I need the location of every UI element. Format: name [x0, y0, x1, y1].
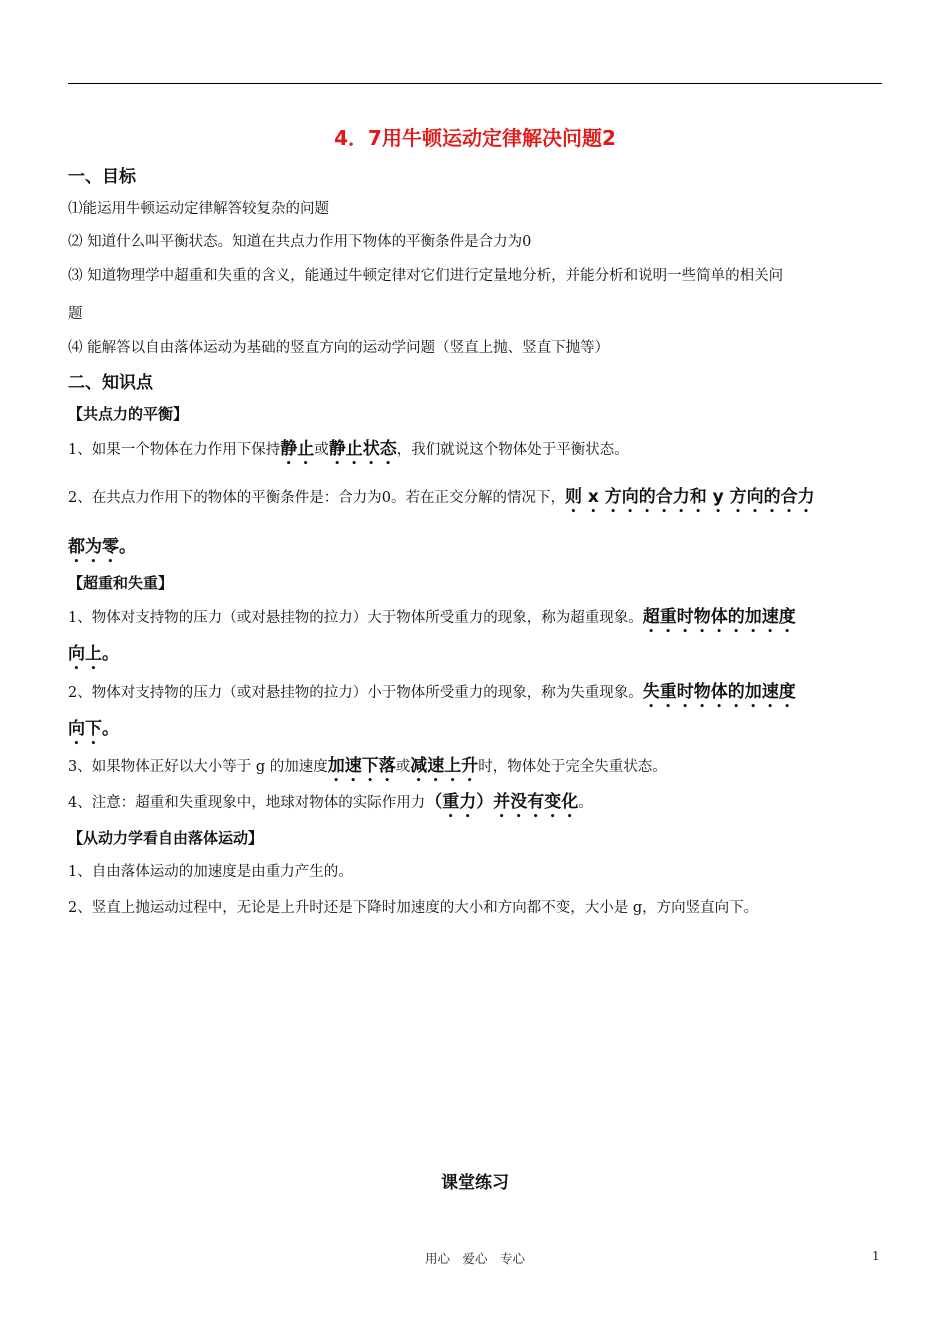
subsection-overweight: 【超重和失重】 — [68, 574, 174, 592]
section-goals-heading: 一、目标 — [68, 167, 136, 187]
paragraph-overweight-4: 4、注意：超重和失重现象中，地球对物体的实际作用力（重力）并没有变化。 — [68, 792, 593, 812]
goal-3: ⑶ 知道物理学中超重和失重的含义，能通过牛顿定律对它们进行定量地分析，并能分析和说明一些简单的相关问 — [68, 268, 784, 284]
section-knowledge-heading: 二、知识点 — [68, 373, 153, 393]
paragraph-free-fall-1: 1、自由落体运动的加速度是由重力产生的。 — [68, 864, 353, 880]
goal-1: ⑴能运用牛顿运动定律解答较复杂的问题 — [68, 201, 329, 217]
page-number: 1 — [872, 1249, 880, 1263]
paragraph-free-fall-2: 2、竖直上抛运动过程中，无论是上升时还是下降时加速度的大小和方向都不变，大小是 g，方向竖直向下。 — [68, 900, 759, 916]
paragraph-equilibrium-1: 1、如果一个物体在力作用下保持静止或静止状态，我们就说这个物体处于平衡状态。 — [68, 439, 629, 459]
paragraph-overweight-2: 2、物体对支持物的压力（或对悬挂物的拉力）小于物体所受重力的现象，称为失重现象。失重时物体的加速度 — [68, 682, 796, 702]
goal-3-continued: 题 — [68, 306, 83, 322]
header-rule — [68, 83, 882, 84]
goal-2: ⑵ 知道什么叫平衡状态。知道在共点力作用下物体的平衡条件是合力为0 — [68, 234, 532, 250]
paragraph-equilibrium-2-continued: 都为零。 — [68, 537, 136, 557]
subsection-equilibrium: 【共点力的平衡】 — [68, 405, 189, 423]
page-footer: 用心 爱心 专心 — [424, 1251, 525, 1266]
subsection-free-fall: 【从动力学看自由落体运动】 — [68, 829, 264, 847]
paragraph-overweight-3: 3、如果物体正好以大小等于 g 的加速度加速下落或减速上升时，物体处于完全失重状态。 — [68, 756, 667, 776]
goal-4: ⑷ 能解答以自由落体运动为基础的竖直方向的运动学问题（竖直上抛、竖直下抛等） — [68, 340, 610, 356]
paragraph-equilibrium-2: 2、在共点力作用下的物体的平衡条件是：合力为0。若在正交分解的情况下，则 x 方向的合力和 y 方向的合力 — [68, 487, 815, 507]
paragraph-overweight-2-continued: 向下。 — [68, 719, 119, 739]
practice-heading: 课堂练习 — [441, 1173, 509, 1193]
paragraph-overweight-1: 1、物体对支持物的压力（或对悬挂物的拉力）大于物体所受重力的现象，称为超重现象。超重时物体的加速度 — [68, 607, 796, 627]
document-title: 4．7用牛顿运动定律解决问题2 — [334, 126, 616, 150]
paragraph-overweight-1-continued: 向上。 — [68, 644, 119, 664]
